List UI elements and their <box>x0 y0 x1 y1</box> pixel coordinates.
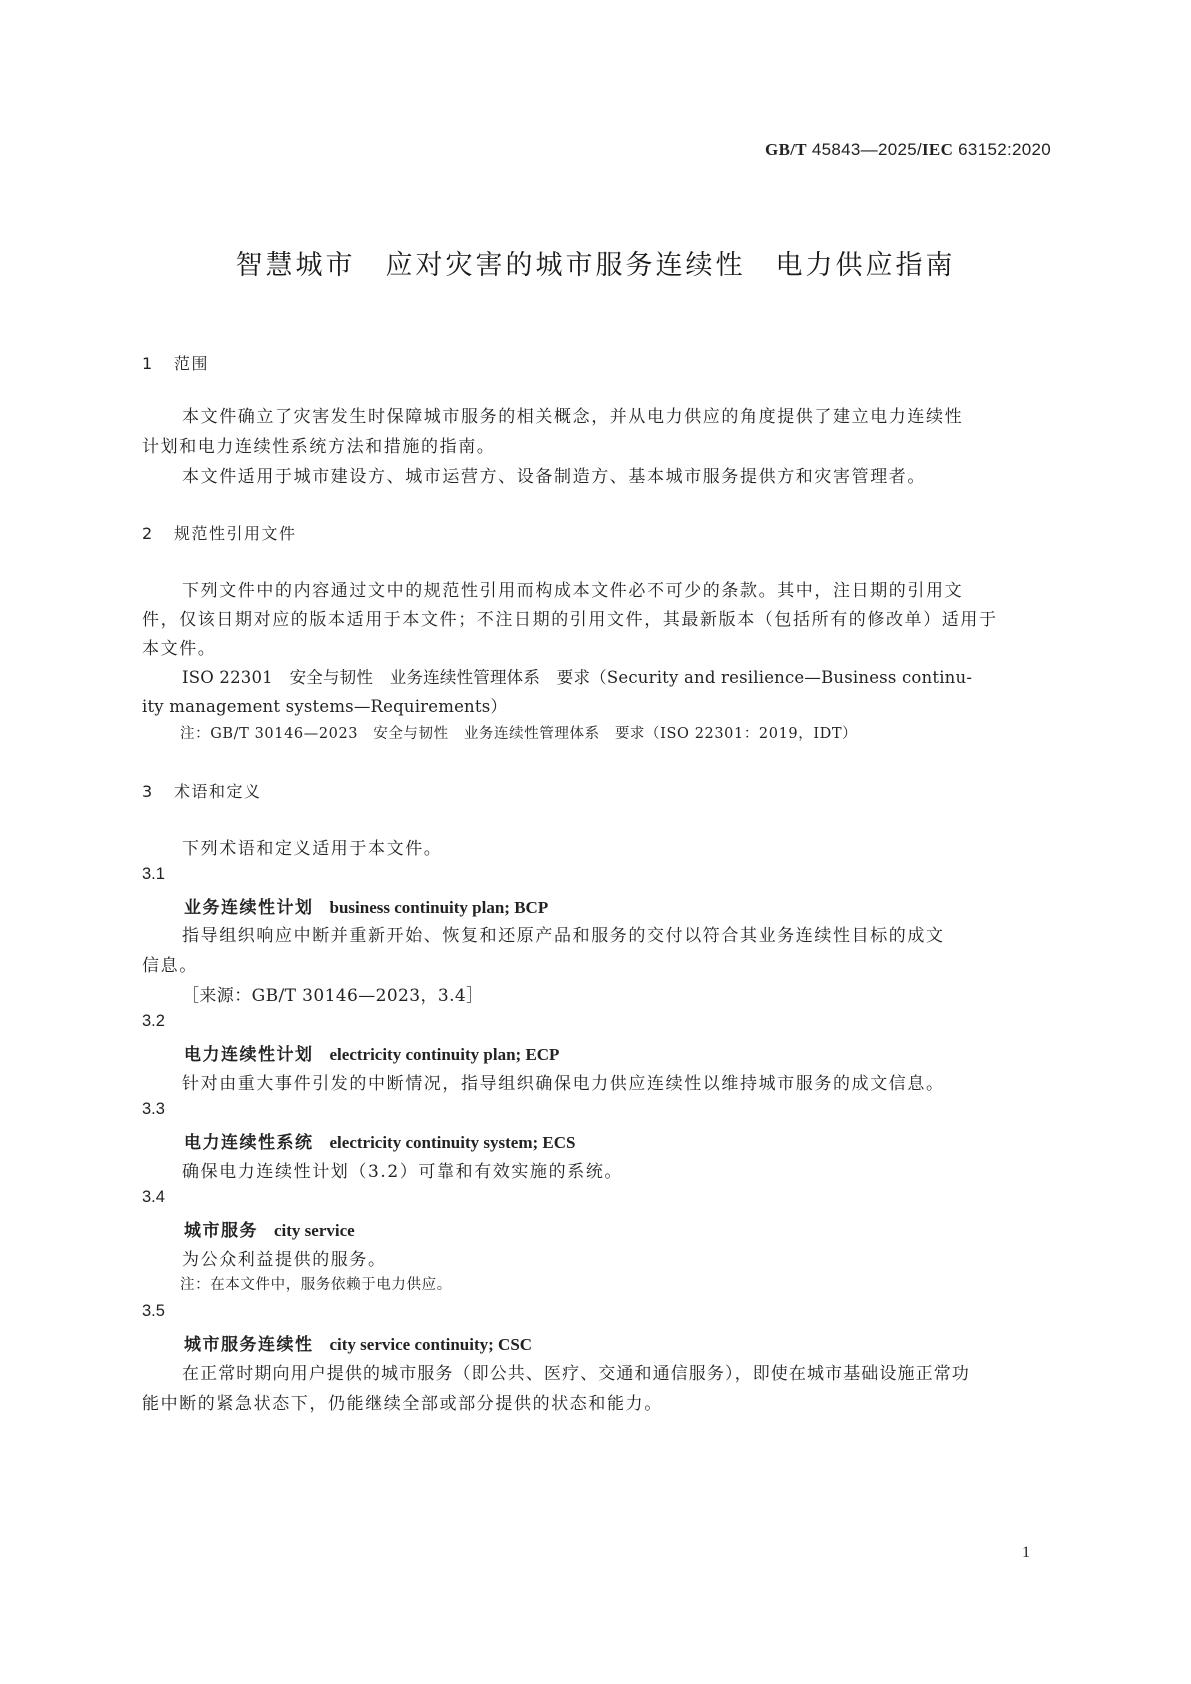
paragraph: 下列文件中的内容通过文中的规范性引用而构成本文件必不可少的条款。其中，注日期的引用文 <box>182 581 964 601</box>
term-title: 城市服务连续性 city service continuity; CSC <box>184 1335 533 1355</box>
term-title: 业务连续性计划 business continuity plan; BCP <box>184 898 549 918</box>
term-definition: 能中断的紧急状态下，仍能继续全部或部分提供的状态和能力。 <box>142 1394 663 1414</box>
paragraph: 计划和电力连续性系统方法和措施的指南。 <box>142 437 496 457</box>
term-definition: 确保电力连续性计划（3.2）可靠和有效实施的系统。 <box>182 1162 624 1182</box>
document-title: 智慧城市 应对灾害的城市服务连续性 电力供应指南 <box>235 250 956 281</box>
term-title: 城市服务 city service <box>184 1221 355 1241</box>
section-heading-2: 2 规范性引用文件 <box>142 524 297 543</box>
paragraph: 下列术语和定义适用于本文件。 <box>182 839 443 859</box>
paragraph: 本文件。 <box>142 639 217 659</box>
term-number: 3.3 <box>142 1100 165 1118</box>
page-number: 1 <box>1022 1544 1030 1561</box>
term-number: 3.2 <box>142 1012 165 1030</box>
reference-entry: ity management systems—Requirements） <box>142 697 508 716</box>
term-title: 电力连续性系统 electricity continuity system; ECS <box>184 1133 576 1153</box>
term-definition: 针对由重大事件引发的中断情况，指导组织确保电力供应连续性以维持城市服务的成文信息。 <box>182 1074 945 1094</box>
paragraph: 件，仅该日期对应的版本适用于本文件；不注日期的引用文件，其最新版本（包括所有的修改单）适用于 <box>142 610 998 630</box>
section-heading-3: 3 术语和定义 <box>142 782 262 801</box>
section-heading-1: 1 范围 <box>142 354 210 373</box>
term-title: 电力连续性计划 electricity continuity plan; ECP <box>184 1045 560 1065</box>
term-definition: 指导组织响应中断并重新开始、恢复和还原产品和服务的交付以符合其业务连续性目标的成文 <box>182 926 945 946</box>
term-number: 3.1 <box>142 865 165 883</box>
term-source: ［来源：GB/T 30146—2023，3.4］ <box>182 986 484 1006</box>
standard-code: GB/T 45843—2025/IEC 63152:2020 <box>765 140 1051 159</box>
reference-entry: ISO 22301 安全与韧性 业务连续性管理体系 要求（Security and resilience—Business continu- <box>182 668 973 687</box>
paragraph: 本文件适用于城市建设方、城市运营方、设备制造方、基本城市服务提供方和灾害管理者。 <box>182 467 926 487</box>
term-number: 3.5 <box>142 1302 165 1320</box>
term-definition: 为公众利益提供的服务。 <box>182 1250 387 1270</box>
note: 注：GB/T 30146—2023 安全与韧性 业务连续性管理体系 要求（ISO 22301：2019，IDT） <box>180 726 858 742</box>
paragraph: 本文件确立了灾害发生时保障城市服务的相关概念，并从电力供应的角度提供了建立电力连续性 <box>182 407 964 427</box>
term-number: 3.4 <box>142 1188 165 1206</box>
term-definition: 信息。 <box>142 956 198 976</box>
note: 注：在本文件中，服务依赖于电力供应。 <box>180 1277 452 1293</box>
term-definition: 在正常时期向用户提供的城市服务（即公共、医疗、交通和通信服务），即使在城市基础设施正常功 <box>182 1364 970 1384</box>
